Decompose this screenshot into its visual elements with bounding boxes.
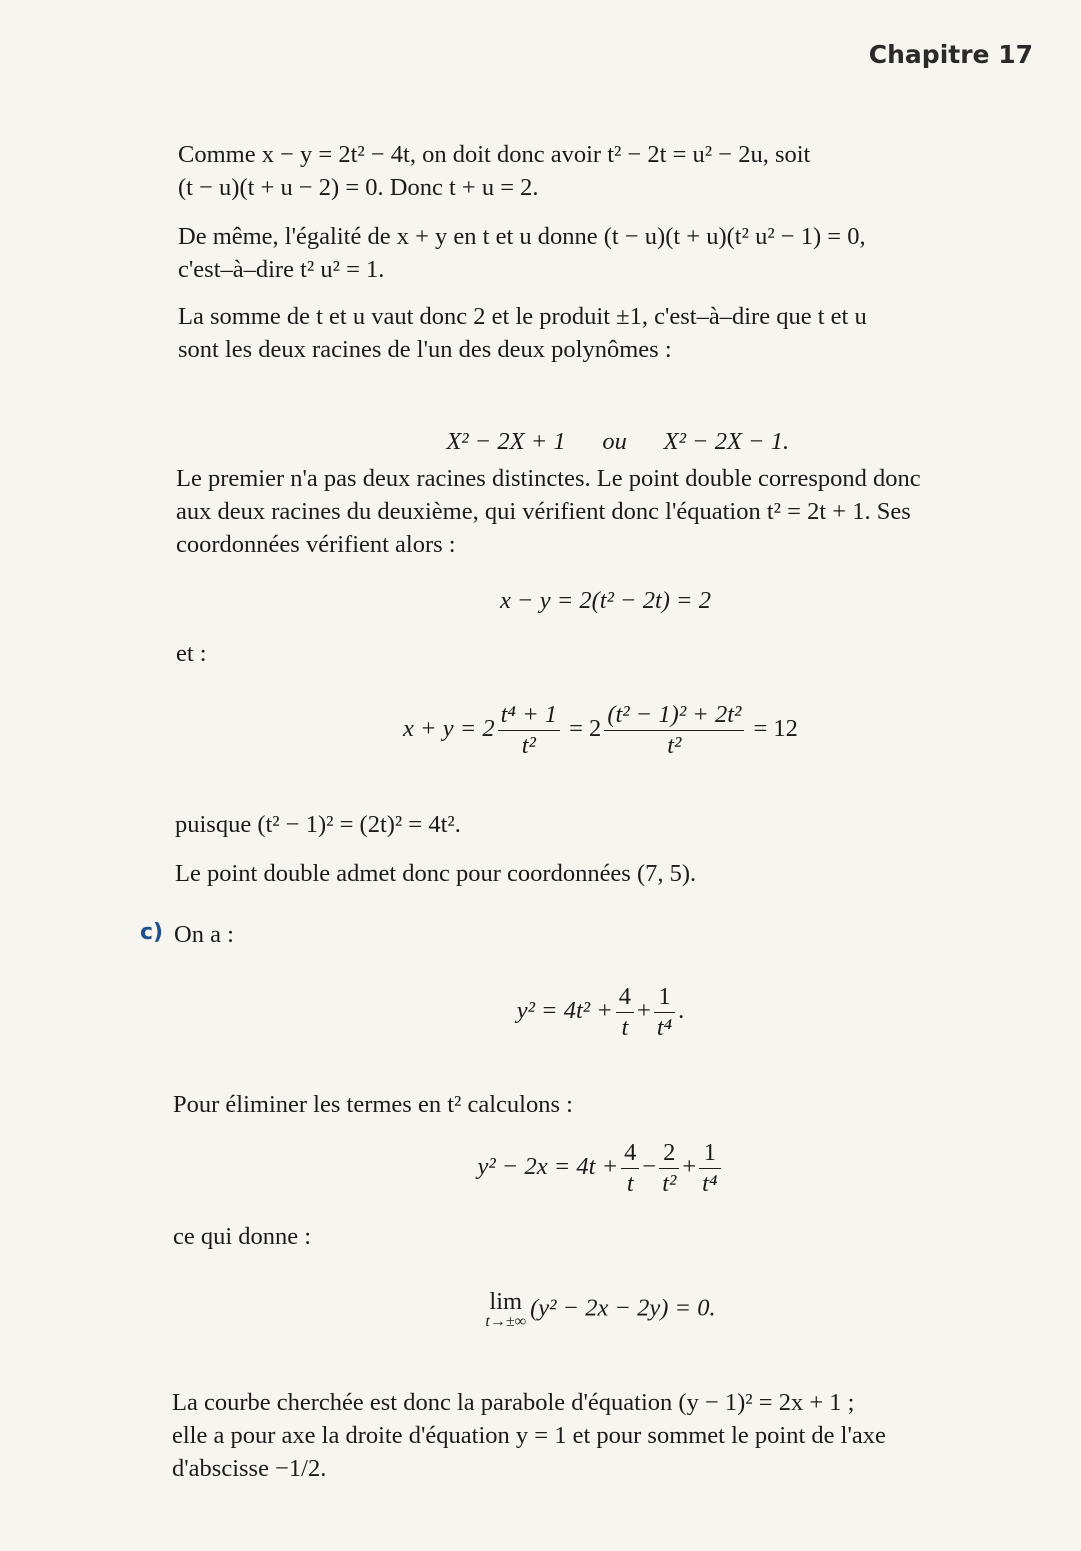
final-line3: d'abscisse −1/2.: [172, 1455, 327, 1482]
limit-operator: lim t→±∞: [485, 1288, 527, 1330]
fraction: $\frac{1}{\text{t⁴}}$: [699, 1138, 720, 1199]
equation-y-squared: y² = 4t² + $\frac{4}{t}$ + $\frac{1}{\text{t⁴}}$ .: [516, 983, 685, 1041]
text-point-double: Le point double admet donc pour coordonnées (7, 5).: [175, 860, 697, 887]
paragraph-1: [178, 138, 1032, 204]
final-line2: elle a pour axe la droite d'équation y = 1 et pour sommet le point de l'axe: [172, 1422, 886, 1449]
p2-line1: De même, l'égalité de x + y en t et u donne (t − u)(t + u)(t² u² − 1) = 0,: [178, 223, 866, 250]
p1-line1: Comme x − y = 2t² − 4t, on doit donc avoir t² − 2t = u² − 2u, soit: [178, 141, 811, 168]
paragraph-4: [176, 462, 1032, 561]
text-on-a: On a :: [174, 921, 234, 948]
text-et: et :: [176, 640, 207, 667]
text-ce-qui-donne: ce qui donne :: [173, 1223, 312, 1250]
equation-x-plus-y: x + y = 2 $\frac{\text{t⁴ + 1}}{\text{t²}}$ = 2 $\frac{\text{(t² − 1)² + 2t²}}{\text{t²}}$ = 12: [403, 701, 798, 759]
p4-line3: coordonnées vérifient alors :: [176, 531, 456, 558]
p3-line1: La somme de t et u vaut donc 2 et le produit ±1, c'est–à–dire que t et u: [178, 303, 867, 330]
equation-x-minus-y: x − y = 2(t² − 2t) = 2: [500, 587, 711, 614]
fraction: $\frac{4}{t}$: [621, 1138, 639, 1199]
paragraph-final: [172, 1386, 1028, 1485]
text-puisque: puisque (t² − 1)² = (2t)² = 4t².: [175, 811, 461, 838]
equation-polynomials: X² − 2X + 1 ou X² − 2X − 1.: [446, 428, 790, 455]
fraction: $\frac{\text{(t² − 1)² + 2t²}}{\text{t²}}$: [604, 700, 744, 761]
p4-line2: aux deux racines du deuxième, qui vérifient donc l'équation t² = 2t + 1. Ses: [176, 498, 911, 525]
question-label-c: c): [140, 920, 164, 945]
text-pour-eliminer: Pour éliminer les termes en t² calculons :: [173, 1091, 573, 1118]
p3-line2: sont les deux racines de l'un des deux polynômes :: [178, 336, 672, 363]
equation-y2-minus-2x: y² − 2x = 4t + $\frac{4}{t}$ − $\frac{2}{\text{t²}}$ + $\frac{1}{\text{t⁴}}$: [60, 1138, 1081, 1199]
paragraph-2: [178, 220, 1032, 286]
final-line1: La courbe cherchée est donc la parabole d'équation (y − 1)² = 2x + 1 ;: [172, 1389, 855, 1416]
fraction: $\frac{2}{\text{t²}}$: [659, 1138, 679, 1199]
p4-line1: Le premier n'a pas deux racines distinctes. Le point double correspond donc: [176, 465, 921, 492]
p1-line2: (t − u)(t + u − 2) = 0. Donc t + u = 2.: [178, 174, 539, 201]
equation-limit: lim t→±∞ (y² − 2x − 2y) = 0.: [485, 1288, 716, 1330]
fraction: $\frac{\text{t⁴ + 1}}{\text{t²}}$: [498, 700, 560, 761]
fraction: $\frac{1}{\text{t⁴}}$: [654, 982, 675, 1043]
fraction: $\frac{4}{t}$: [616, 982, 634, 1043]
chapter-header: Chapitre 17: [868, 40, 1033, 69]
p2-line2: c'est–à–dire t² u² = 1.: [178, 256, 385, 283]
paragraph-3: [178, 300, 1032, 366]
